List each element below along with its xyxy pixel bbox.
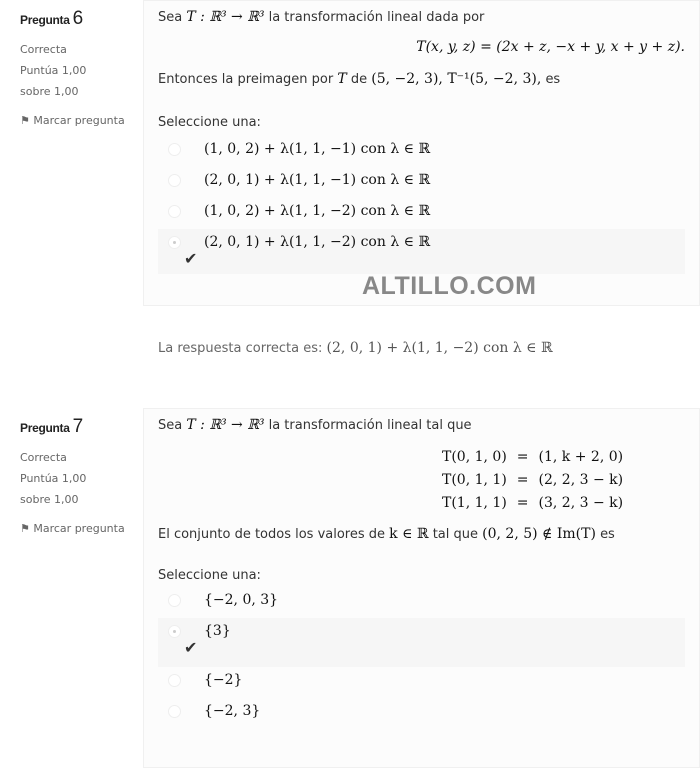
text: Entonces la preimagen por [158,72,334,87]
answer-option[interactable] [158,587,685,618]
radio-button[interactable] [168,625,181,638]
text: es [545,72,561,87]
answer-option-selected[interactable] [158,229,685,274]
eq-rhs: (1, k + 2, 0) [538,449,624,465]
question-grade: Puntúa 1,00 sobre 1,00 [20,64,87,98]
question-label: Pregunta [20,421,70,435]
option-label: {−2, 0, 3} [204,592,279,608]
text: la transformación lineal tal que [268,418,472,433]
math: (0, 2, 5) ∉ Im(T) [482,526,596,542]
math: T : ℝ³ → ℝ³ [186,9,265,25]
option-label: {3} [204,623,231,639]
eq-sign: = [516,449,529,465]
question-6-content [143,0,700,306]
question-number [20,8,140,31]
display-equation: T(x, y, z) = (2x + z, −x + y, x + y + z). [416,39,685,55]
flag-label: Marcar pregunta [33,522,125,535]
question-7-info [20,416,140,539]
answer-option[interactable] [158,198,685,229]
checkmark-icon: ✔ [184,249,198,268]
text: de [350,72,368,87]
option-label: (2, 0, 1) + λ(1, 1, −1) con λ ∈ ℝ [204,172,431,188]
watermark: ALTILLO.COM [362,272,537,300]
question-text [158,417,685,433]
question-state: Correcta [20,43,67,56]
radio-button[interactable] [168,705,181,718]
question-number-value: 6 [72,8,83,29]
text: la transformación lineal dada por [268,10,485,25]
question-grade: Puntúa 1,00 sobre 1,00 [20,472,87,506]
equation-array [436,445,629,516]
answer-option[interactable] [158,667,685,698]
text: es [600,527,615,542]
feedback-label: La respuesta correcta es: [158,341,323,356]
radio-button[interactable] [168,674,181,687]
question-7-content [143,408,700,768]
option-label: (1, 0, 2) + λ(1, 1, −2) con λ ∈ ℝ [204,203,431,219]
eq-sign: = [516,472,529,488]
select-prompt: Seleccione una: [158,115,261,130]
eq-rhs: (3, 2, 3 − k) [538,495,624,511]
text: El conjunto de todos los valores de [158,527,386,542]
math: T : ℝ³ → ℝ³ [186,417,265,433]
eq-lhs: T(0, 1, 0) [442,449,507,465]
radio-button[interactable] [168,205,181,218]
eq-rhs: (2, 2, 3 − k) [538,472,624,488]
flag-question-button[interactable] [20,110,140,131]
checkmark-icon: ✔ [184,638,198,657]
eq-lhs: T(1, 1, 1) [442,495,507,511]
question-text-2 [158,526,685,542]
text: Sea [158,10,183,25]
question-text [158,9,685,25]
math: k ∈ ℝ [389,526,429,542]
question-label: Pregunta [20,13,70,27]
select-prompt: Seleccione una: [158,568,261,583]
math: T [337,71,347,87]
flag-label: Marcar pregunta [33,114,125,127]
feedback-math: (2, 0, 1) + λ(1, 1, −2) con λ ∈ ℝ [326,340,553,356]
answer-option[interactable] [158,698,685,729]
option-label: (1, 0, 2) + λ(1, 1, −1) con λ ∈ ℝ [204,141,431,157]
question-text-2 [158,71,685,87]
question-state: Correcta [20,451,67,464]
answer-option[interactable] [158,136,685,167]
math: (5, −2, 3), T⁻¹(5, −2, 3), [371,71,542,87]
radio-button[interactable] [168,594,181,607]
text: tal que [432,527,478,542]
radio-button[interactable] [168,143,181,156]
flag-icon: ⚑ [20,522,30,535]
answer-option-selected[interactable] [158,618,685,667]
question-6-info [20,8,140,131]
eq-sign: = [516,495,529,511]
question-number [20,416,140,439]
correct-answer-feedback [158,340,553,356]
flag-icon: ⚑ [20,114,30,127]
option-label: (2, 0, 1) + λ(1, 1, −2) con λ ∈ ℝ [204,234,431,250]
option-label: {−2} [204,672,243,688]
eq-lhs: T(0, 1, 1) [442,472,507,488]
flag-question-button[interactable] [20,518,140,539]
radio-button[interactable] [168,236,181,249]
option-label: {−2, 3} [204,703,261,719]
text: Sea [158,418,183,433]
question-number-value: 7 [72,416,83,437]
radio-button[interactable] [168,174,181,187]
answer-option[interactable] [158,167,685,198]
